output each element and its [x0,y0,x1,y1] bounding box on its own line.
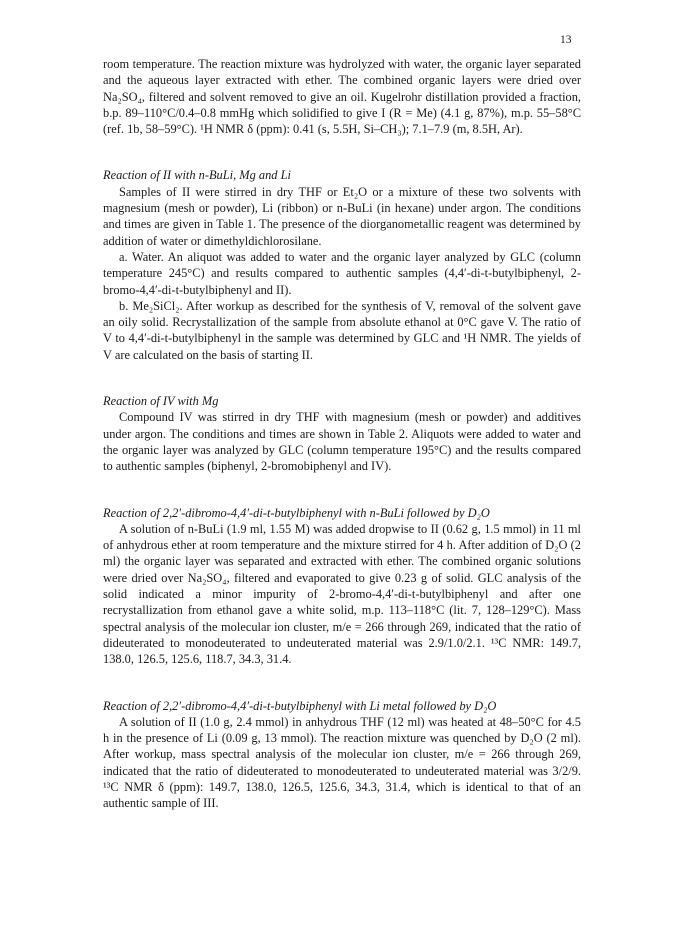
section-2 [103,393,581,474]
section-paragraph: Samples of II were stirred in dry THF or Et₂O or a mixture of these two solvents with magnesium (mesh or powder), Li (ribbon) or n-BuLi (in hexane) under argon. The conditions and times are given in Table 1. The presence of the diorganometallic reagent was determined by addition of water or dimethyldichlorosilane. [103,184,581,248]
section-3 [103,505,581,668]
section-heading: Reaction of 2,2′-dibromo-4,4′-di-t-butylbiphenyl with Li metal followed by D₂O [103,698,497,713]
section-paragraph: A solution of n-BuLi (1.9 ml, 1.55 M) was added dropwise to II (0.62 g, 1.5 mmol) in 11 ml of anhydrous ether at room temperature and the mixture stirred for 4 h. After addition of D₂O (2 ml) the organic layer was separated and extracted with ether. The combined organic solutions were dried over Na₂SO₄, filtered and evaporated to give 0.23 g of solid. GLC analysis of the solid indicated a minor impurity of 2-bromo-4,4′-di-t-butylbiphenyl and after one recrystallization from ethanol gave a white solid, m.p. 113–118°C (lit. 7, 128–129°C). Mass spectral analysis of the molecular ion cluster, m/e = 266 through 269, indicated that the ratio of dideuterated to monodeuterated to undeuterated material was 2.9/1.0/2.1. ¹³C NMR: 149.7, 138.0, 126.5, 125.6, 118.7, 34.3, 31.4. [103,521,581,667]
section-heading: Reaction of IV with Mg [103,394,219,409]
section-paragraph: b. Me₂SiCl₂. After workup as described for the synthesis of V, removal of the solvent gave an oily solid. Recrystallization of the sample from absolute ethanol at 0°C gave V. The ratio of V to 4,4′-di-t-butylbiphenyl in the sample was determined by GLC and ¹H NMR. The yields of V are calculated on the basis of starting II. [103,298,581,362]
section-heading: Reaction of II with n-BuLi, Mg and Li [103,168,291,183]
intro-paragraph: room temperature. The reaction mixture was hydrolyzed with water, the organic layer separated and the aqueous layer extracted with ether. The combined organic layers were dried over Na₂SO₄, filtered and solvent removed to give an oil. Kugelrohr distillation provided a fraction, b.p. 89–110°C/0.4–0.8 mmHg which solidified to give I (R = Me) (4.1 g, 87%), m.p. 55–58°C (ref. 1b, 58–59°C). ¹H NMR δ (ppm): 0.41 (s, 5.5H, Si–CH₃); 7.1–7.9 (m, 8.5H, Ar). [103,57,581,137]
section-paragraph: Compound IV was stirred in dry THF with magnesium (mesh or powder) and additives under argon. The conditions and times are shown in Table 2. Aliquots were added to water and the organic layer was analyzed by GLC (column temperature 195°C) and the results compared to authentic samples (biphenyl, 2-bromobiphenyl and IV). [103,410,581,474]
page-number: 13 [560,34,572,46]
section-paragraph: a. Water. An aliquot was added to water and the organic layer analyzed by GLC (column temperature 245°C) and results compared to authentic samples (4,4′-di-t-butylbiphenyl, 2-bromo-4,4′-di-t-butylbiphenyl and II). [103,249,581,297]
section-1 [103,167,581,363]
section-paragraph: A solution of II (1.0 g, 2.4 mmol) in anhydrous THF (12 ml) was heated at 48–50°C for 4.5 h in the presence of Li (0.09 g, 13 mmol). The reaction mixture was quenched by D₂O (2 ml). After workup, mass spectral analysis of the molecular ion cluster, m/e = 266 through 269, indicated that the ratio of dideuterated to monodeuterated to undeuterated material was 3/2/9. ¹³C NMR δ (ppm): 149.7, 138.0, 126.5, 125.6, 34.3, 31.4, which is identical to that of an authentic sample of III. [103,714,581,811]
section-4 [103,698,581,812]
section-heading: Reaction of 2,2′-dibromo-4,4′-di-t-butylbiphenyl with n-BuLi followed by D₂O [103,505,490,520]
body-text [103,56,581,812]
